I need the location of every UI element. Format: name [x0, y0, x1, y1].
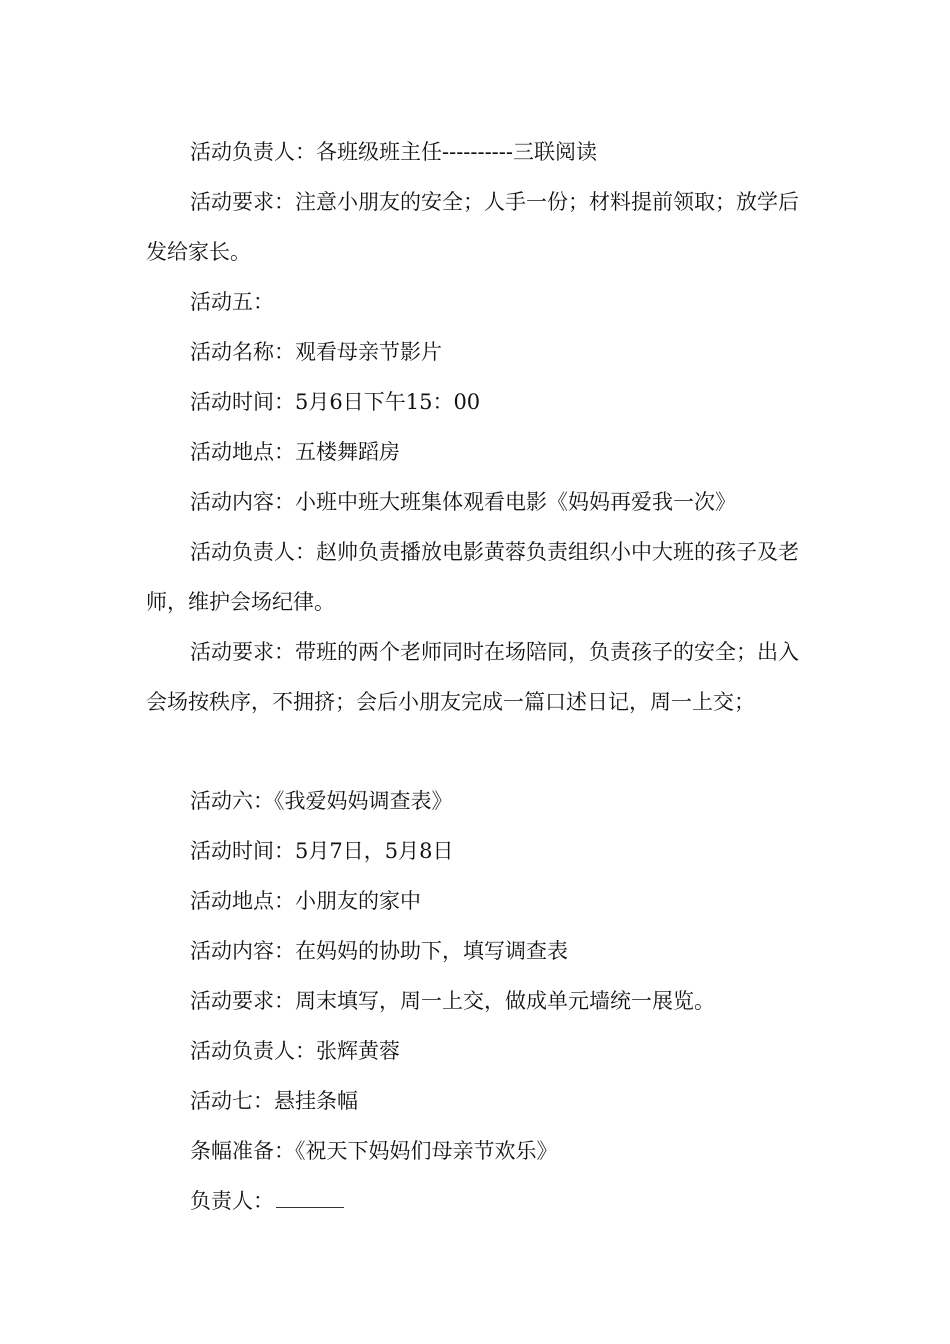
activity-five-content: 活动内容：小班中班大班集体观看电影《妈妈再爱我一次》 — [190, 490, 736, 514]
activity-six-content: 活动内容：在妈妈的协助下，填写调查表 — [190, 939, 568, 963]
activity-five-requirements: 活动要求：带班的两个老师同时在场陪同，负责孩子的安全；出入会场按秩序，不拥挤；会后小朋友完成一篇口述日记，周一上交； — [146, 640, 799, 714]
banner-preparation: 条幅准备：《祝天下妈妈们母亲节欢乐》 — [190, 1139, 558, 1163]
activity-five-location: 活动地点：五楼舞蹈房 — [190, 440, 400, 464]
activity-six-time: 活动时间：5月7日，5月8日 — [190, 839, 454, 863]
activity-seven-heading: 活动七：悬挂条幅 — [190, 1089, 358, 1113]
activity-five-heading: 活动五： — [190, 290, 274, 314]
activity-five-responsible: 活动负责人：赵帅负责播放电影黄蓉负责组织小中大班的孩子及老师，维护会场纪律。 — [146, 540, 799, 614]
activity-six-requirements: 活动要求：周末填写，周一上交，做成单元墙统一展览。 — [190, 989, 715, 1013]
fill-in-blank — [276, 1186, 344, 1208]
activity-five-time: 活动时间：5月6日下午15：00 — [190, 390, 481, 414]
responsible-blank-line — [146, 1176, 814, 1226]
responsible-person-line: 活动负责人：各班级班主任----------三联阅读 — [190, 140, 597, 164]
activity-six-location: 活动地点：小朋友的家中 — [190, 889, 421, 913]
activity-five-name: 活动名称：观看母亲节影片 — [190, 340, 442, 364]
activity-six-heading: 活动六：《我爱妈妈调查表》 — [190, 789, 453, 813]
responsible-label: 负责人： — [190, 1189, 274, 1213]
activity-six-responsible: 活动负责人：张辉黄蓉 — [190, 1039, 400, 1063]
requirements-paragraph: 活动要求：注意小朋友的安全；人手一份；材料提前领取；放学后发给家长。 — [146, 190, 799, 264]
